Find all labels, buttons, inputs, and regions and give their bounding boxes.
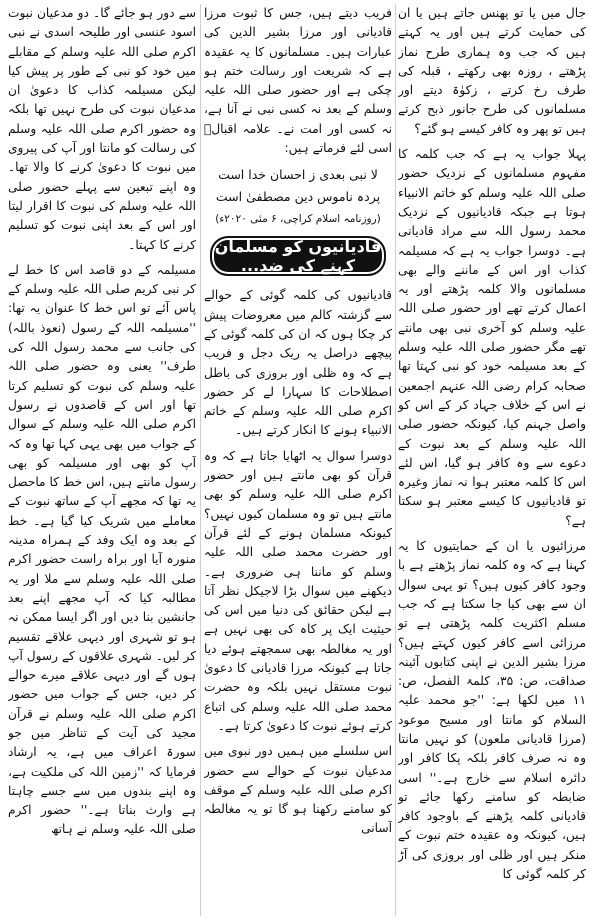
poem-line: لا نبی بعدی ز احسان خدا است <box>218 167 378 183</box>
column-divider <box>200 4 201 916</box>
poem-verse <box>204 164 392 208</box>
paragraph: جال میں یا تو پھنس جاتے ہیں یا ان کی حمایت کرتے ہیں اور یہ کہتے ہیں کہ جب وہ ہماری طرح نماز پڑھتے ، روزہ بھی رکھتے ، قبلہ کی طرف رخ کرتے ، زکوٰۃ دیتے اور مسلمانوں کی طرح جانور ذبح کرتے ہیں تو پھر وہ کافر کیسے ہو گئے؟ <box>398 6 586 136</box>
column-divider <box>395 4 396 916</box>
article-column-left <box>8 4 196 916</box>
paragraph: مسیلمہ کے دو قاصد اس کا خط لے کر نبی کریم صلی اللہ علیہ وسلم کے پاس آئے تو اس خط کا عنوان یہ تھا: ''مسیلمہ اللہ کے رسول (نعوذ باللہ) کی جانب سے محمد رسول اللہ کی طرف'' یعنی وہ حضور صلی اللہ علیہ وسلم کی نبوت کو تسلیم کرتا تھا اور اس کے قاصدوں نے رسول اکرم صلی اللہ علیہ وسلم کے سوال کے جواب میں بھی یہی کہا تھا وہ کہ آپ کو بھی اور مسیلمہ کو بھی رسول مانتے ہیں، اس خط کا ماحصل یہ تھا کہ مجھے آپ کے ساتھ نبوت کے معاملے میں شریک کیا گیا ہے۔ خط کے بعد وہ ایک وفد کے ہمراہ مدینہ منورہ آیا اور براہ راست حضور اکرم صلی اللہ علیہ وسلم سے ملا اور یہ مطالبہ کیا کہ آپ مجھے اپنے بعد جانشین بنا دیں اور اگر ایسا ممکن نہ ہو تو شہری اور دیہی علاقے تقسیم کر لیں۔ شہری علاقوں کے رسول آپ ہوں گے اور دیہی علاقے میرے حوالے کر دیں، جس کے جواب میں حضور اکرم صلی اللہ علیہ وسلم نے قرآن مجید کی آیت کے تناظر میں جو سورۃ اعراف میں ہے، یہ ارشاد فرمایا کہ ''زمین اللہ کی ملکیت ہے، وہ اپنے بندوں میں سے جسے چاہتا ہے وارث بناتا ہے۔'' حضور اکرم صلی اللہ علیہ وسلم نے ہاتھ <box>8 262 196 837</box>
paragraph: پہلا جواب یہ ہے کہ جب کلمہ کا مفہوم مسلمانوں کے نزدیک حضور صلی اللہ علیہ وسلم کو خاتم الانبیاء ہوتا ہے جبکہ قادیانیوں کے نزدیک محمد رسول اللہ سے مراد قادیانی ہے۔ دوسرا جواب یہ ہے کہ مسیلمہ کذاب اور اس کے ماننے والے بھی مسلمانوں والا کلمہ پڑھتے اور یہ اعمال کرتے تھے اور حضور صلی اللہ علیہ وسلم کو آخری نبی بھی مانتے تھے مگر حضور صلی اللہ علیہ وسلم کے بعد مسیلمہ خود کو نبی کہتا تھا صحابہ کرام رضی اللہ عنہم اجمعین نے اس کے خلاف جہاد کر کے اس کو واصل جہنم کیا، کیونکہ حضور صلی اللہ علیہ وسلم کے بعد نبوت کے دعوے سے وہ کافر ہو گیا، اس لئے اس کا کلمہ معتبر ہوا نہ نماز وغیرہ تو قادیانیوں کا کیسے معتبر ہو سکتا ہے؟ <box>398 147 586 528</box>
paragraph: مرزائیوں یا ان کے حمایتیوں کا یہ کہنا ہے کہ وہ کلمہ نماز پڑھتے ہے با وجود کافر کیوں ہیں؟ تو یہی سوال ان سے بھی کیا جا سکتا ہے کہ جب مسلم اکثریت کلمہ پڑھتی ہے تو مرزائی اسے کافر کیوں کہتے ہیں؟ مرزا بشیر الدین نے اپنی کتابوں آئینہ صداقت، ص: ۳۵، کلمۃ الفصل، ص: ۱۱ میں لکھا ہے: ''جو محمد علیہ السلام کو مانتا اور مسیح موعود (مرزا قادیانی ملعون) کو نہیں مانتا وہ نہ صرف کافر بلکہ پکا کافر اور دائرہ اسلام سے خارج ہے۔'' اسی ضابطہ کو سامنے رکھا جائے تو قادیانی کلمہ پڑھنے کے باوجود کافر ہیں، کیونکہ وہ عقیدہ ختم نبوت کے منکر ہیں اور ظلی اور بروزی کی آڑ کر کلمہ گوئی کا <box>398 539 586 882</box>
paragraph: قادیانیوں کی کلمہ گوئی کے حوالے سے گزشتہ کالم میں معروضات پیش کر چکا ہوں کہ ان کی کلمہ گوئی کے پیچھے دراصل یہ ریک دجل و فریب ہے کہ وہ ظلی اور بروزی کی باطل اصطلاحات کا سہارا لے کر حضور اکرم صلی اللہ علیہ وسلم کے خاتم الانبیاء ہونے کا انکار کرتے ہیں۔ <box>204 288 392 438</box>
article-title-banner <box>210 236 386 276</box>
article-column-right <box>398 4 586 916</box>
paragraph: دوسرا سوال یہ اٹھایا جاتا ہے کہ وہ قرآن کو بھی مانتے ہیں اور حضور اکرم صلی اللہ علیہ وسلم کو بھی مانتے ہیں تو وہ مسلمان کیوں نہیں؟ کیونکہ مسلمان ہونے کے لئے قرآن اور حضرت محمد صلی اللہ علیہ وسلم کو ماننا ہی ضروری ہے۔ دیکھنے میں سوال بڑا لاجیکل نظر آتا ہے لیکن حقائق کی دنیا میں اس کی حیثیت ایک پر کاہ کی بھی نہیں ہے اور یہ مغالطہ بھی سمجھتے ہوئے دیا جاتا ہے کیونکہ مرزا قادیانی کا دعویٰ نبوت مستقل نہیں بلکہ وہ حضرت محمد صلی اللہ علیہ وسلم کی اتباع کرتے ہوئے نبوت کا دعویٰ کرتا ہے۔ <box>204 448 392 733</box>
paragraph: فریب دیتے ہیں، جس کا ثبوت مرزا قادیانی اور مرزا بشیر الدین کی عبارات ہیں۔ مسلمانوں کا یہ عقیدہ ہے کہ شریعت اور رسالت ختم ہو چکی ہے اور حضور صلی اللہ علیہ وسلم کے بعد نہ کسی نبی نے آنا ہے، نہ کسی اور امت نے۔ علامہ اقبالؒ اسی لئے فرماتے ہیں: <box>204 6 392 156</box>
paragraph: سے دور ہو جائے گا۔ دو مدعیان نبوت اسود عنسی اور طلیحہ اسدی نے نبی اکرم صلی اللہ علیہ وسلم کے مقابلے میں خود کو نبی کے طور پر پیش کیا لیکن مسیلمہ کذاب کا دعویٰ ان مدعیان نبوت کی طرح نہیں تھا بلکہ وہ حضور اکرم صلی اللہ علیہ وسلم کی رسالت کو مانتا اور آپ کی پیروی میں نبوت کا دعویٰ کرنے کا والا تھا۔ وہ اپنے تبعین سے پہلے حضور صلی اللہ علیہ وسلم کی نبوت کا اقرار لیتا اور اس کے بعد اپنی نبوت کو تسلیم کرنے کا کہتا۔ <box>8 6 196 252</box>
article-title: قادیانیوں کو مسلمان کہنے کی ضد... <box>214 237 382 276</box>
article-column-middle <box>204 4 392 916</box>
poem-line: پردہ ناموس دین مصطفیٰ است <box>215 189 381 205</box>
paragraph: اس سلسلے میں ہمیں دور نبوی میں مدعیان نبوت کے حوالے سے حضور اکرم صلی اللہ علیہ وسلم کے موقف کو سامنے رکھنا ہو گا تو یہ مغالطہ آسانی <box>204 744 392 836</box>
source-citation: (روزنامہ اسلام کراچی، ۶ مئی ۲۰۲۰ء) <box>215 213 381 226</box>
